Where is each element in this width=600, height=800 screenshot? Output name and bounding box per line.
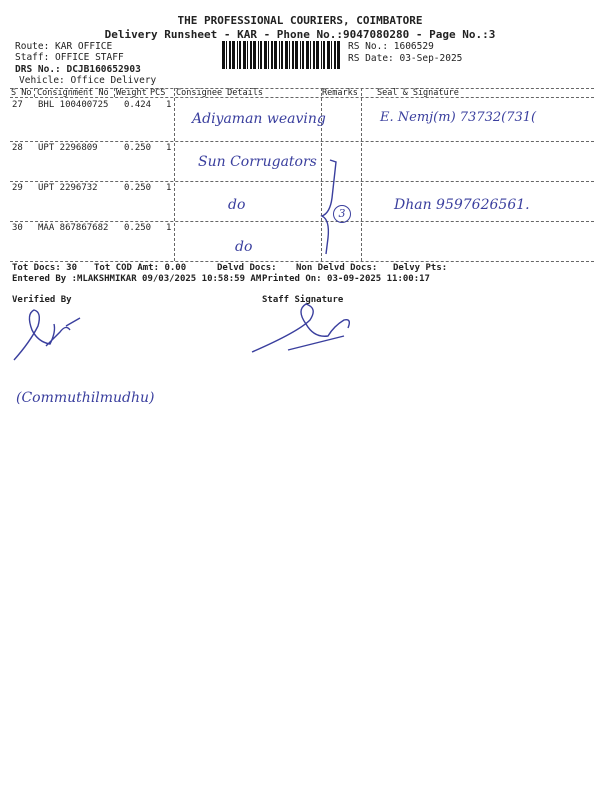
barcode-bar	[310, 41, 311, 69]
barcode-bar	[274, 41, 277, 69]
row-consignee-handwritten: Sun Corrugators	[198, 154, 317, 170]
row-weight: 0.424	[124, 100, 152, 110]
col-sno: S No	[11, 88, 32, 98]
row-pcs: 1	[166, 143, 172, 153]
barcode-bar	[250, 41, 252, 69]
barcode-bar	[334, 41, 336, 69]
rs-number: RS No.: 1606529	[348, 41, 434, 52]
route-text: Route: KAR OFFICE	[15, 41, 113, 52]
staff-signature-label: Staff Signature	[262, 295, 344, 305]
barcode-bar	[292, 41, 294, 69]
barcode-bar	[300, 41, 301, 69]
barcode-bar	[237, 41, 238, 69]
barcode-bar	[260, 41, 262, 69]
col-pcs: PCS	[150, 88, 166, 98]
barcode-bar	[279, 41, 280, 69]
barcode-bar	[289, 41, 290, 69]
barcode-bar	[239, 41, 241, 69]
company-title: THE PROFESSIONAL COURIERS, COIMBATORE	[177, 14, 423, 27]
barcode-bar	[321, 41, 322, 69]
non-delvd-docs: Non Delvd Docs:	[296, 263, 378, 273]
col-remarks: Remarks	[322, 88, 358, 98]
verified-by-label: Verified By	[12, 295, 72, 305]
row-consignee-handwritten: do	[235, 239, 253, 255]
barcode-bar	[327, 41, 330, 69]
row-signature-handwritten: E. Nemj(m) 73732(731(	[380, 110, 537, 125]
barcode-bar	[268, 41, 269, 69]
barcode-bar	[253, 41, 256, 69]
barcode-bar	[232, 41, 235, 69]
barcode-bar	[331, 41, 332, 69]
barcode-bar	[264, 41, 267, 69]
vehicle-text: Vehicle: Office Delivery	[19, 75, 157, 86]
printed-on: Printed On: 03-09-2025 11:00:17	[262, 274, 430, 284]
barcode-bar	[285, 41, 288, 69]
tot-cod: Tot COD Amt: 0.00	[94, 263, 187, 273]
row-sno: 30	[12, 223, 23, 233]
row-weight: 0.250	[124, 143, 152, 153]
col-consignee: Consignee Details	[176, 88, 263, 98]
barcode-bar	[258, 41, 259, 69]
rs-date: RS Date: 03-Sep-2025	[348, 53, 463, 64]
bracket-mark	[310, 158, 350, 258]
row-weight: 0.250	[124, 183, 152, 193]
runsheet-title: Delivery Runsheet - KAR - Phone No.:9047080280 - Page No.:3	[104, 28, 496, 41]
delvd-docs: Delvd Docs:	[217, 263, 277, 273]
row-consignee-handwritten: Adiyaman weaving	[192, 111, 326, 127]
row-sno: 29	[12, 183, 23, 193]
barcode-bar	[337, 41, 340, 69]
col-consignment: Consignment No	[37, 88, 109, 98]
row-sno: 27	[12, 100, 23, 110]
entered-by: Entered By :MLAKSHMIKAR 09/03/2025 10:58:59 AM	[12, 274, 262, 284]
barcode-bar	[226, 41, 227, 69]
barcode-bar	[247, 41, 248, 69]
barcode-bar	[243, 41, 246, 69]
staff-text: Staff: OFFICE STAFF	[15, 52, 124, 63]
barcode-bar	[295, 41, 298, 69]
row-consignment: UPT 2296809	[38, 143, 98, 153]
row-consignee-handwritten: do	[228, 197, 246, 213]
row-pcs: 1	[166, 183, 172, 193]
staff-signature-image	[248, 298, 358, 358]
verifier-signature-image	[8, 302, 88, 364]
barcode-bar	[271, 41, 273, 69]
drs-text: DRS No.: DCJB160652903	[15, 64, 141, 75]
barcode-bar	[229, 41, 231, 69]
row-signature-handwritten: Dhan 9597626561.	[394, 197, 530, 213]
row-weight: 0.250	[124, 223, 152, 233]
handwritten-note: (Commuthilmudhu)	[16, 390, 155, 406]
col-seal-signature: Seal & Signature	[377, 88, 459, 98]
row-sno: 28	[12, 143, 23, 153]
delvy-pts: Delvy Pts:	[393, 263, 448, 273]
barcode-bar	[316, 41, 319, 69]
barcode-bar	[306, 41, 309, 69]
tot-docs: Tot Docs: 30	[12, 263, 78, 273]
barcode-bar	[323, 41, 325, 69]
row-pcs: 1	[166, 100, 172, 110]
remarks-circled-mark: 3	[333, 205, 351, 223]
col-weight: Weight	[116, 88, 147, 98]
barcode-bar	[281, 41, 283, 69]
barcode-bar	[302, 41, 304, 69]
row-pcs: 1	[166, 223, 172, 233]
barcode-bar	[222, 41, 225, 69]
row-consignment: UPT 2296732	[38, 183, 98, 193]
barcode-bar	[313, 41, 315, 69]
row-consignment: MAA 867867682	[38, 223, 109, 233]
barcode-image	[222, 41, 344, 69]
row-consignment: BHL 100400725	[38, 100, 109, 110]
